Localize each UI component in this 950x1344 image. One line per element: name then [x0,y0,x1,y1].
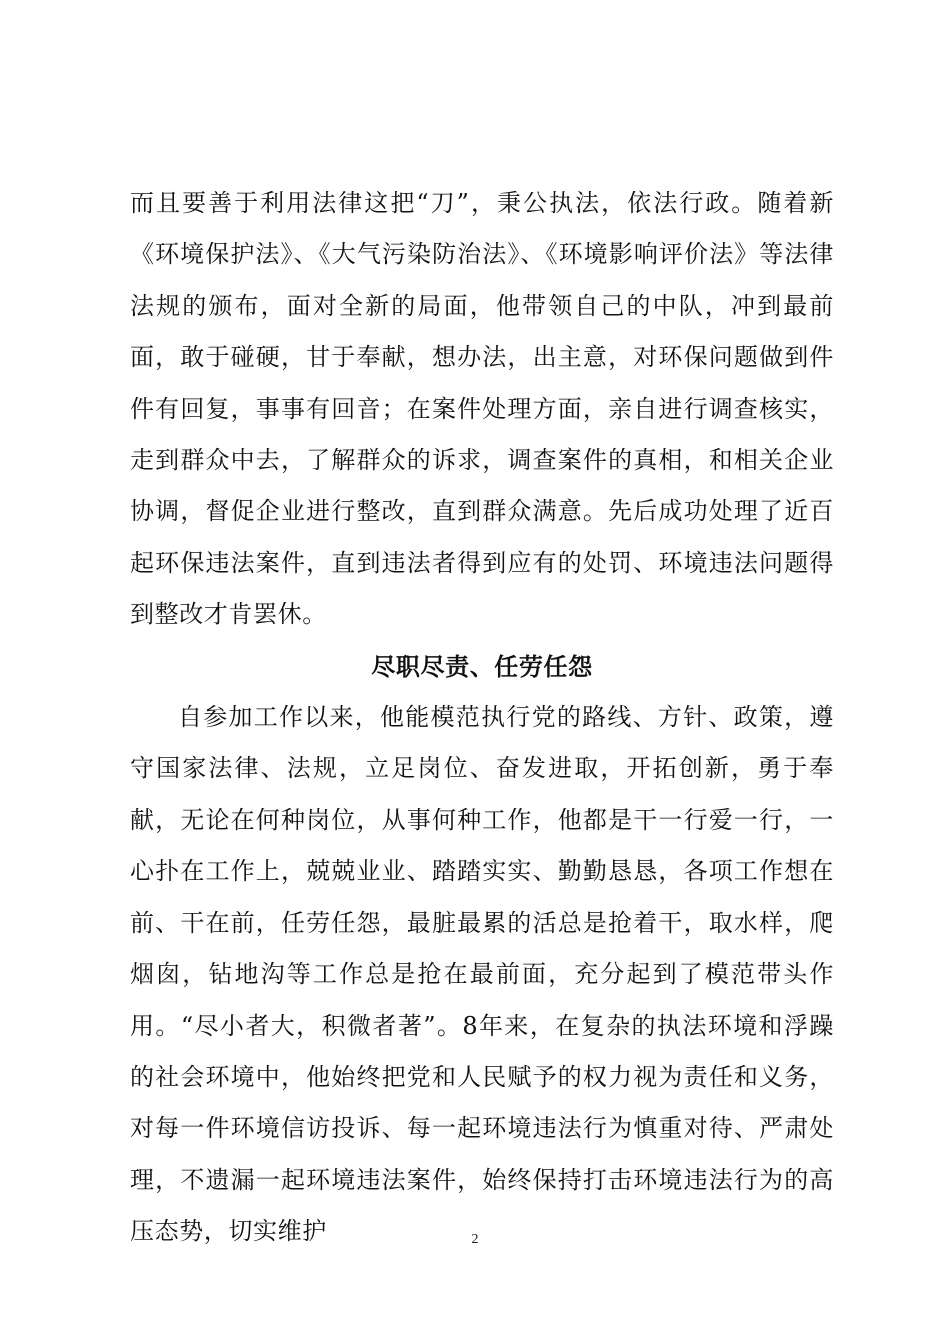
section-paragraph: 自参加工作以来，他能模范执行党的路线、方针、政策，遵守国家法律、法规，立足岗位、奋发进取，开拓创新，勇于奉献，无论在何种岗位，从事何种工作，他都是干一行爱一行，一心扑在工作上，兢兢业业、踏踏实实、勤勤恳恳，各项工作想在前、干在前，任劳任怨，最脏最累的活总是抢着干，取水样，爬烟囱，钻地沟等工作总是抢在最前面，充分起到了模范带头作用。“尽小者大，积微者著”。8年来，在复杂的执法环境和浮躁的社会环境中，他始终把党和人民赋予的权力视为责任和义务，对每一件环境信访投诉、每一起环境违法行为慎重对待、严肃处理，不遗漏一起环境违法案件，始终保持打击环境违法行为的高压态势，切实维护 [130,703,834,1246]
body-paragraph: 而且要善于利用法律这把“刀”，秉公执法，依法行政。随着新《环境保护法》、《大气污染防治法》、《环境影响评价法》等法律法规的颁布，面对全新的局面，他带领自己的中队，冲到最前面，敢于碰硬，甘于奉献，想办法，出主意，对环保问题做到件件有回复，事事有回音；在案件处理方面，亲自进行调查核实，走到群众中去，了解群众的诉求，调查案件的真相，和相关企业协调，督促企业进行整改，直到群众满意。先后成功处理了近百起环保违法案件，直到违法者得到应有的处罚、环境违法问题得到整改才肯罢休。 [130,189,834,629]
section-heading: 尽职尽责、任劳任怨 [371,651,593,681]
page-number: 2 [471,1232,479,1247]
document-body [130,178,834,1258]
